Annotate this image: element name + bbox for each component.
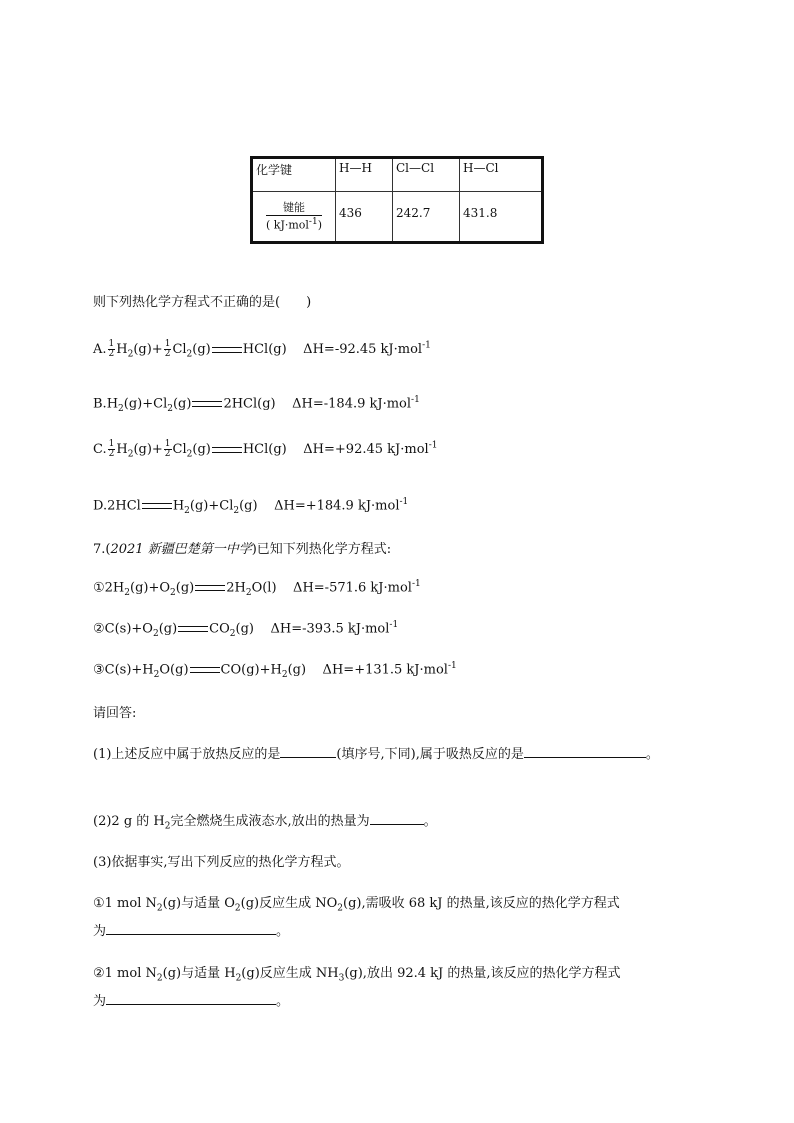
table-cell: 431.8 bbox=[460, 192, 543, 243]
part-3-2-answer: 为 。 bbox=[93, 994, 290, 1009]
answer-prompt: 请回答: bbox=[93, 706, 137, 721]
equation-2: $②C(s)+O_2(g)$ $CO_2(g)$ ΔH=-393.5 kJ·mol$^{-1}$ bbox=[93, 620, 399, 639]
answer-blank[interactable] bbox=[280, 745, 336, 758]
bond-energy-label: $\frac{\text{键能}}{( kJ\cdot mol^{-1})}$ bbox=[252, 192, 336, 243]
table-header-cell: H—H bbox=[336, 158, 393, 192]
table-row bbox=[252, 192, 543, 243]
answer-blank[interactable] bbox=[106, 922, 276, 935]
table-cell: 436 bbox=[336, 192, 393, 243]
part-3-1: ①1 mol $N_2(g)$与适量 $O_2(g)$反应生成 $NO_2(g)$,需吸收 68 kJ 的热量,该反应的热化学方程式 bbox=[93, 896, 620, 914]
part-3: (3)依据事实,写出下列反应的热化学方程式。 bbox=[93, 855, 350, 870]
source-label: 2021 新疆巴楚第一中学 bbox=[110, 542, 252, 557]
part-3-1-answer: 为 。 bbox=[93, 924, 290, 939]
table-header-cell: Cl—Cl bbox=[393, 158, 460, 192]
answer-blank[interactable] bbox=[524, 745, 646, 758]
answer-blank[interactable] bbox=[370, 812, 424, 825]
answer-blank[interactable] bbox=[106, 992, 276, 1005]
question-stem: 则下列热化学方程式不正确的是( ) bbox=[93, 295, 312, 310]
part-1: (1)上述反应中属于放热反应的是 (填序号,下同),属于吸热反应的是 。 bbox=[93, 747, 659, 762]
table-header-row bbox=[252, 158, 543, 192]
table-cell: 242.7 bbox=[393, 192, 460, 243]
option-d: D.2HCl $H_2(g)+Cl_2(g)$ ΔH=+184.9 kJ·mol$^{-1}$ bbox=[93, 497, 409, 516]
equation-3: $③C(s)+H_2O(g)$ $CO(g)+H_2(g)$ ΔH=+131.5 kJ·mol$^{-1}$ bbox=[93, 661, 457, 680]
option-c: C. $\frac{1}{2}$ $H_2(g)+$ $\frac{1}{2}$ $Cl_2(g)$ HCl(g) ΔH=+92.45 kJ·mol$^{-1}$ bbox=[93, 439, 438, 460]
equation-1: $①2H_2(g)+O_2(g)$ $2H_2O(l)$ ΔH=-571.6 kJ·mol$^{-1}$ bbox=[93, 579, 421, 598]
part-3-2: ②1 mol $N_2(g)$与适量 $H_2(g)$反应生成 $NH_3(g)$,放出 92.4 kJ 的热量,该反应的热化学方程式 bbox=[93, 966, 621, 984]
option-b: $B.H_2(g)+Cl_2(g)$ 2HCl(g) ΔH=-184.9 kJ·mol$^{-1}$ bbox=[93, 395, 420, 414]
question-7-stem: 7.(2021 新疆巴楚第一中学)已知下列热化学方程式: bbox=[93, 542, 392, 557]
table-header-cell: H—Cl bbox=[460, 158, 543, 192]
option-a: A. $\frac{1}{2}$ $H_2(g)+$ $\frac{1}{2}$ $Cl_2(g)$ HCl(g) ΔH=-92.45 kJ·mol$^{-1}$ bbox=[93, 339, 431, 360]
bond-energy-table bbox=[250, 156, 544, 244]
table-header-cell: 化学键 bbox=[252, 158, 336, 192]
part-2: (2)2 g 的 $H_2$完全燃烧生成液态水,放出的热量为 。 bbox=[93, 814, 437, 832]
